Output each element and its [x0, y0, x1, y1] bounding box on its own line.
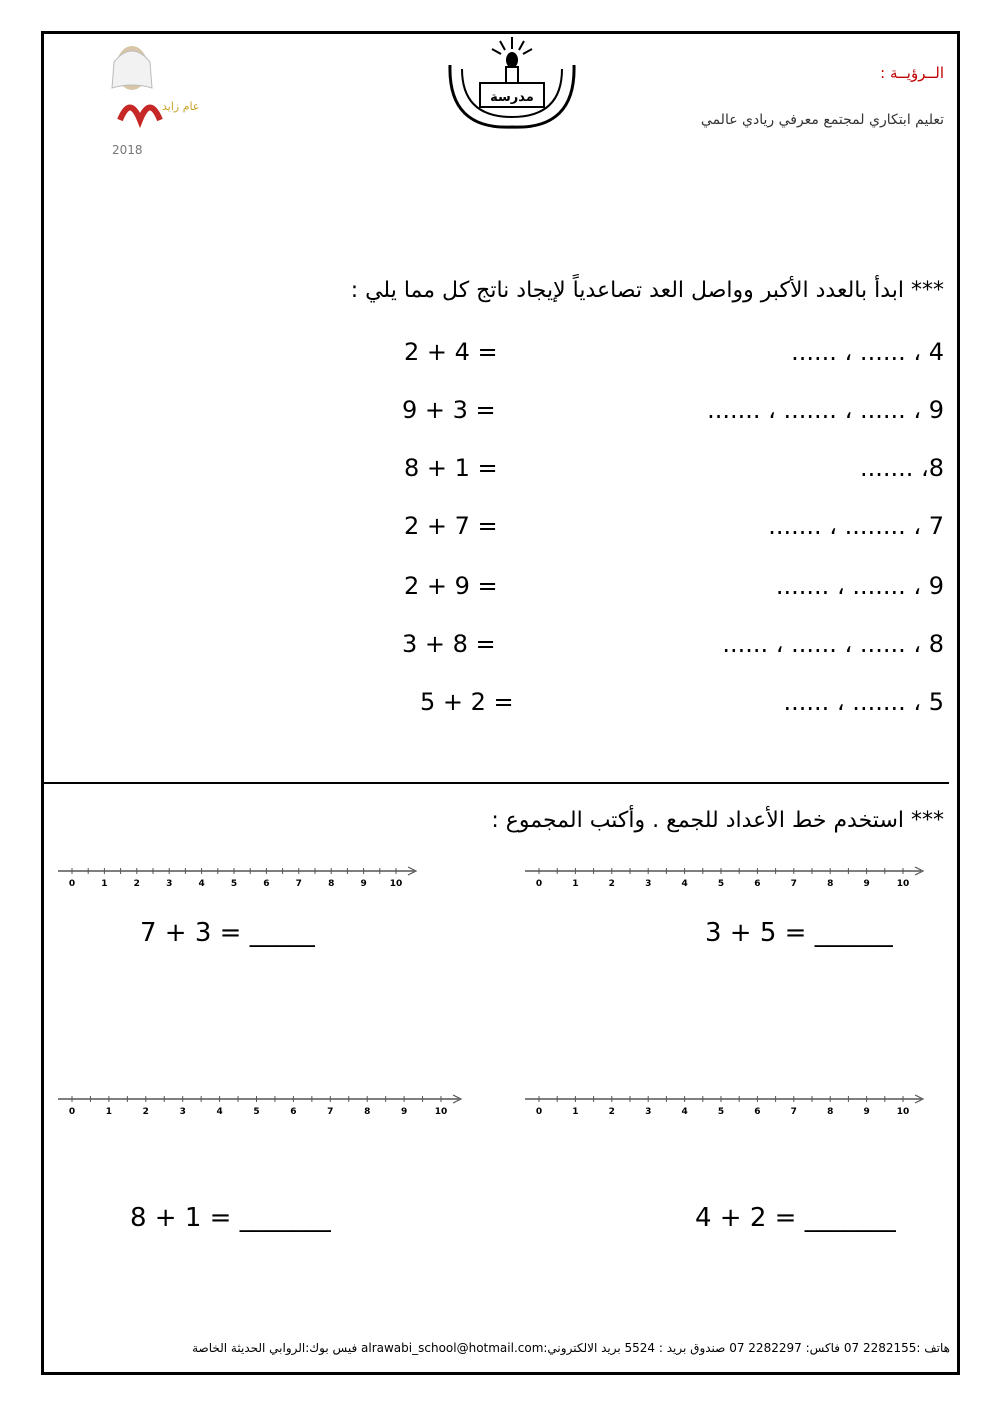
- number-line-label: 7: [327, 1107, 334, 1117]
- number-line-label: 3: [179, 1107, 186, 1117]
- number-line-label: 5: [717, 1107, 725, 1117]
- number-line-label: 0: [535, 879, 543, 889]
- number-line-label: 4: [198, 879, 205, 889]
- number-line: [58, 1090, 463, 1118]
- vision-label: الــرؤيــة :: [880, 64, 944, 82]
- number-line-label: 10: [389, 879, 403, 889]
- number-line-label: 9: [400, 1107, 408, 1117]
- number-line-label: 8: [364, 1107, 371, 1117]
- number-line-label: 1: [105, 1107, 113, 1117]
- number-line-label: 2: [142, 1107, 149, 1117]
- number-line-label: 5: [230, 879, 238, 889]
- number-line-label: 2: [133, 879, 140, 889]
- number-line-label: 8: [328, 879, 335, 889]
- equation-row: 2 + 9 =: [404, 572, 498, 600]
- number-line-label: 6: [263, 879, 270, 889]
- number-line-label: 4: [681, 1107, 688, 1117]
- number-line-label: 6: [754, 1107, 761, 1117]
- number-line-label: 10: [896, 879, 910, 889]
- number-line-label: 1: [101, 879, 108, 889]
- number-line-label: 1: [572, 1107, 579, 1117]
- sequence-row: 8، .......: [859, 454, 944, 482]
- number-line-label: 10: [896, 1107, 910, 1117]
- equation-row: 2 + 4 =: [404, 338, 498, 366]
- number-line-label: 5: [717, 879, 725, 889]
- contact-footer: هاتف :2282155 07 فاكس: 2282297 07 صندوق بريد : 5524 بريد الالكتروني:alrawabi_school@hotmail.com فيس بوك:الروابي الحديثة الخاصة: [192, 1341, 950, 1355]
- number-line-label: 5: [253, 1107, 260, 1117]
- svg-text:مدرسة: مدرسة: [490, 90, 534, 105]
- number-line-label: 8: [827, 879, 834, 889]
- number-line-label: 8: [827, 1107, 834, 1117]
- number-line-label: 9: [360, 879, 367, 889]
- number-line: [58, 862, 418, 890]
- equation-row: 3 + 8 =: [402, 630, 496, 658]
- number-line-label: 0: [68, 879, 76, 889]
- number-line-label: 3: [645, 1107, 652, 1117]
- zayed-year-logo: [100, 40, 200, 160]
- number-line-label: 3: [166, 879, 173, 889]
- school-logo: [440, 35, 585, 135]
- section-divider: [43, 782, 949, 784]
- sequence-row: 5 ، ....... ، ......: [783, 688, 944, 716]
- sequence-row: 7 ، ........ ، .......: [768, 512, 944, 540]
- number-line-label: 7: [790, 1107, 797, 1117]
- number-line-label: 7: [295, 879, 302, 889]
- addition-problem: 4 + 2 = _______: [695, 1203, 896, 1233]
- number-line-label: 0: [535, 1107, 543, 1117]
- number-line-label: 9: [863, 879, 870, 889]
- sequence-row: 4 ، ...... ، ......: [791, 338, 944, 366]
- number-line-label: 4: [681, 879, 688, 889]
- number-line: [525, 862, 925, 890]
- svg-text:2018: 2018: [112, 143, 143, 157]
- equation-row: 8 + 1 =: [404, 454, 498, 482]
- number-line-label: 0: [68, 1107, 76, 1117]
- number-line-label: 7: [790, 879, 797, 889]
- equation-row: 5 + 2 =: [420, 688, 514, 716]
- sequence-row: 8 ، ...... ، ...... ، ......: [722, 630, 944, 658]
- equation-row: 9 + 3 =: [402, 396, 496, 424]
- sequence-row: 9 ، ...... ، ....... ، .......: [707, 396, 944, 424]
- number-line-label: 6: [754, 879, 761, 889]
- addition-problem: 8 + 1 = _______: [130, 1203, 331, 1233]
- sequence-row: 9 ، ....... ، .......: [775, 572, 944, 600]
- svg-text:عام زايد: عام زايد: [162, 100, 200, 113]
- number-line-label: 2: [608, 1107, 615, 1117]
- addition-problem: 3 + 5 = ______: [705, 918, 893, 948]
- vision-text: تعليم ابتكاري لمجتمع معرفي ريادي عالمي: [700, 112, 944, 128]
- number-line-label: 2: [608, 879, 615, 889]
- number-line-label: 10: [434, 1107, 448, 1117]
- addition-problem: 7 + 3 = _____: [140, 918, 315, 948]
- equation-row: 2 + 7 =: [404, 512, 498, 540]
- number-line-label: 6: [290, 1107, 297, 1117]
- number-line: [525, 1090, 925, 1118]
- number-line-label: 3: [645, 879, 652, 889]
- number-line-label: 4: [216, 1107, 223, 1117]
- number-line-label: 9: [863, 1107, 870, 1117]
- number-line-label: 1: [572, 879, 579, 889]
- section1-instruction: *** ابدأ بالعدد الأكبر وواصل العد تصاعدياً لإيجاد ناتج كل مما يلي :: [350, 278, 944, 303]
- section2-instruction: *** استخدم خط الأعداد للجمع . وأكتب المجموع :: [491, 808, 944, 833]
